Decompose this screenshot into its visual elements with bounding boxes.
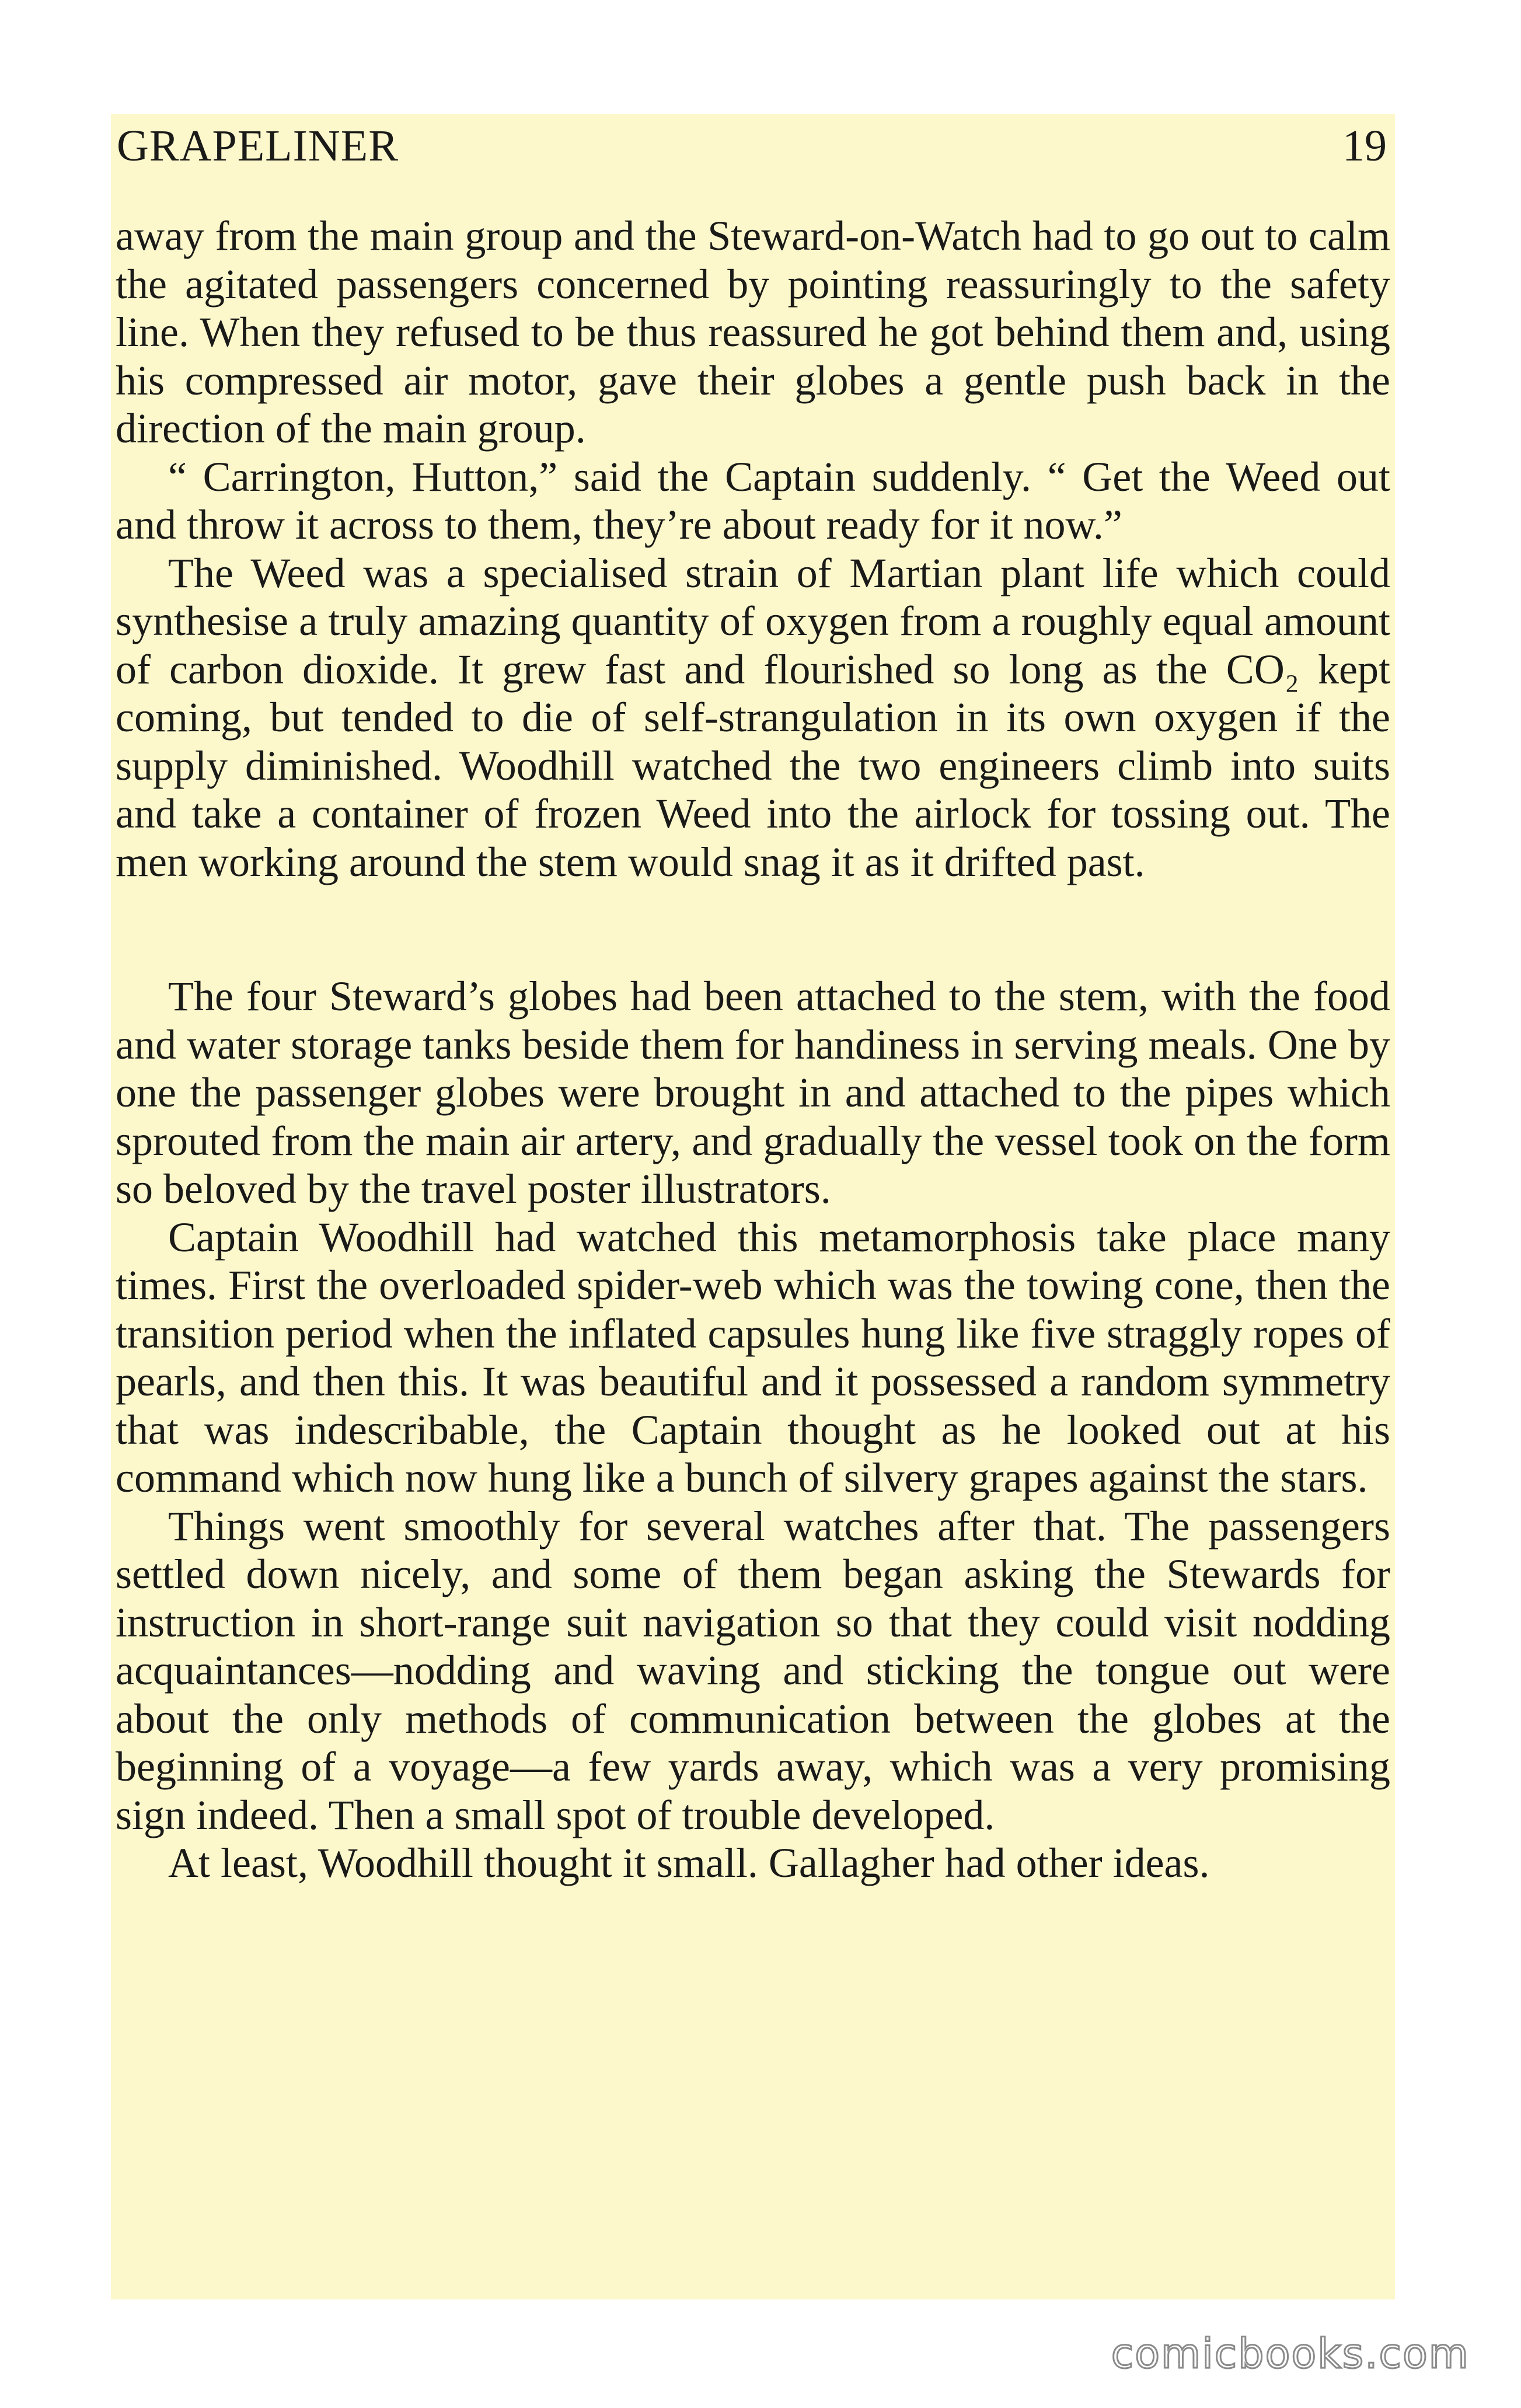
paragraph-stewards-globes: The four Steward’s globes had been attached to the stem, with the food and water storage tanks beside them for handiness in serving meals. One by one the passenger globes were brought in and attached to the pipes which sprouted from the main air artery, and gradually the vessel took on the form so beloved by the travel poster illustrators. <box>116 973 1390 1212</box>
paragraph-at-least: At least, Woodhill thought it small. Gallagher had other ideas. <box>168 1840 1210 1886</box>
watermark: comicbooks.com <box>1111 2330 1470 2378</box>
paragraph-dialogue: “ Carrington, Hutton,” said the Captain suddenly. “ Get the Weed out and throw it across to them, they’re about ready for it now.” <box>116 453 1390 548</box>
page-number: 19 <box>1342 121 1387 170</box>
section-break <box>116 886 1390 972</box>
paragraph-metamorphosis: Captain Woodhill had watched this metamorphosis take place many times. First the overloaded spider-web which was the towing cone, then the transition period when the inflated capsules hung like five straggly ropes of pearls, and then this. It was beautiful and it possessed a random symmetry that was indescribable, the Captain thought as he looked out at his command which now hung like a bunch of silvery grapes against the stars. <box>116 1213 1390 1501</box>
running-head <box>117 120 1387 172</box>
paragraph-continued: away from the main group and the Steward-on-Watch had to go out to calm the agitated passengers concerned by pointing reassuringly to the safety line. When they refused to be thus reassured he got behind them and, using his compressed air motor, gave their globes a gentle push back in the direction of the main group. <box>116 212 1390 452</box>
paragraph-weed: The Weed was a specialised strain of Martian plant life which could synthesise a truly amazing quantity of oxygen from a roughly equal amount of carbon dioxide. It grew fast and flourished so long as the CO₂ kept coming, but tended to die of self-strangulation in its own oxygen if the supply diminished. Woodhill watched the two engineers climb into suits and take a container of frozen Weed into the airlock for tossing out. The men working around the stem would snag it as it drifted past. <box>116 549 1390 885</box>
book-page <box>111 114 1395 2299</box>
paragraph-smooth-watches: Things went smoothly for several watches after that. The passengers settled down nicely, and some of them began asking the Stewards for instruction in short-range suit navigation so that they could visit nodding acquaintances—nodding and waving and sticking the tongue out were about the only methods of communication between the globes at the beginning of a voyage—a few yards away, which was a very promising sign indeed. Then a small spot of trouble developed. <box>116 1502 1390 1838</box>
running-title: GRAPELINER <box>117 121 399 170</box>
body-text <box>116 212 1390 1887</box>
